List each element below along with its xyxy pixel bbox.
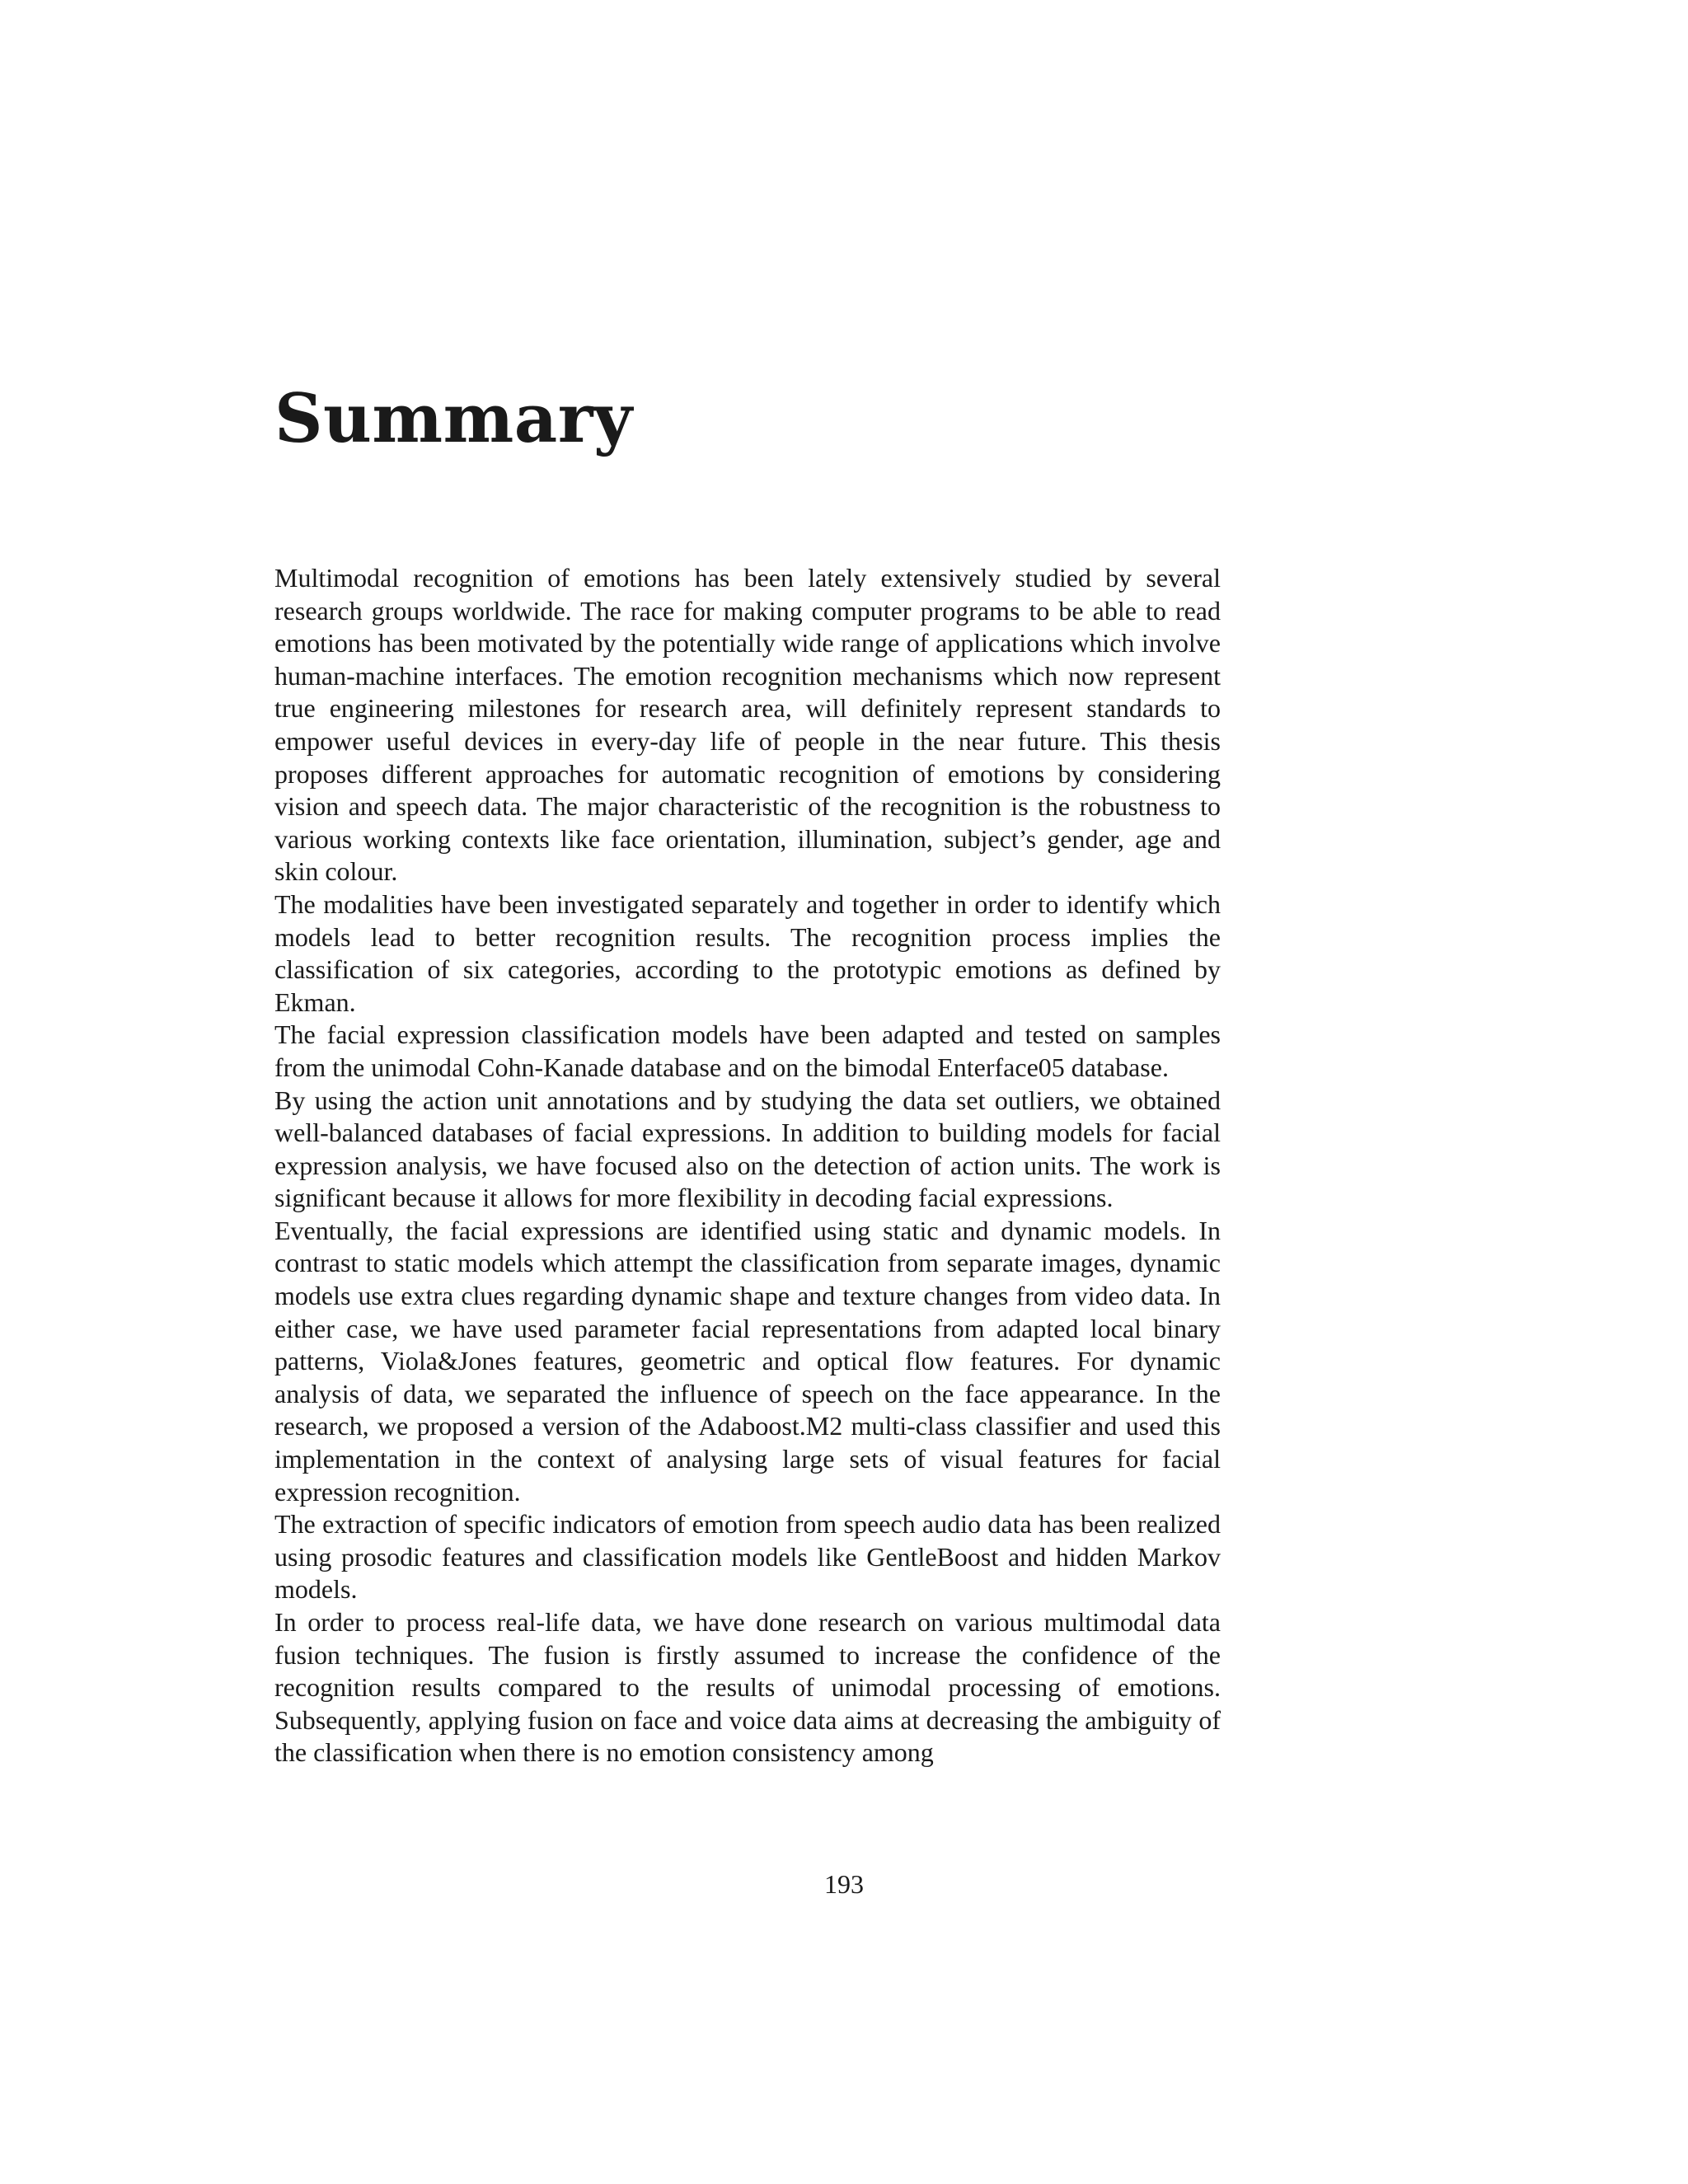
paragraph: The extraction of specific indicators of emotion from speech audio data has been realized using prosodic features and classification models like GentleBoost and hidden Markov models.	[274, 1509, 1221, 1605]
paragraph: Eventually, the facial expressions are identified using static and dynamic models. In contrast to static models which attempt the classification from separate images, dynamic models use extra clues regarding dynamic shape and texture changes from video data. In either case, we have used parameter facial representations from adapted local binary patterns, Viola&Jones features, geometric and optical flow features. For dynamic analysis of data, we separated the influence of speech on the face appearance. In the research, we proposed a version of the Adaboost.M2 multi-class classifier and used this implementation in the context of analysing large sets of visual features for facial expression recognition.	[274, 1215, 1221, 1507]
page-number: 193	[824, 1869, 864, 1899]
paragraph: The facial expression classification models have been adapted and tested on samples from the unimodal Cohn-Kanade database and on the bimodal Enterface05 database.	[274, 1019, 1221, 1082]
paragraph: The modalities have been investigated separately and together in order to identify which models lead to better recognition results. The recognition process implies the classification of six categories, according to the prototypic emotions as defined by Ekman.	[274, 888, 1221, 1017]
paragraph: In order to process real-life data, we have done research on various multimodal data fusion techniques. The fusion is firstly assumed to increase the confidence of the recognition results compared to the results of unimodal processing of emotions. Subsequently, applying fusion on face and voice data aims at decreasing the ambiguity of the classification when there is no emotion consistency among	[274, 1607, 1221, 1768]
chapter-title: Summary	[274, 380, 633, 458]
paragraph: Multimodal recognition of emotions has been lately extensively studied by several research groups worldwide. The race for making computer programs to be able to read emotions has been motivated by the potentially wide range of applications which involve human-machine interfaces. The emotion recognition mechanisms which now represent true engineering milestones for research area, will definitely represent standards to empower useful devices in every-day life of people in the near future. This thesis proposes different approaches for automatic recognition of emotions by considering vision and speech data. The major characteristic of the recognition is the robustness to various working contexts like face orientation, illumination, subject’s gender, age and skin colour.	[274, 563, 1221, 887]
paragraph: By using the action unit annotations and by studying the data set outliers, we obtained well-balanced databases of facial expressions. In addition to building models for facial expression analysis, we have focused also on the detection of action units. The work is significant because it allows for more flexibility in decoding facial expressions.	[274, 1085, 1221, 1213]
summary-body	[274, 562, 1221, 1866]
